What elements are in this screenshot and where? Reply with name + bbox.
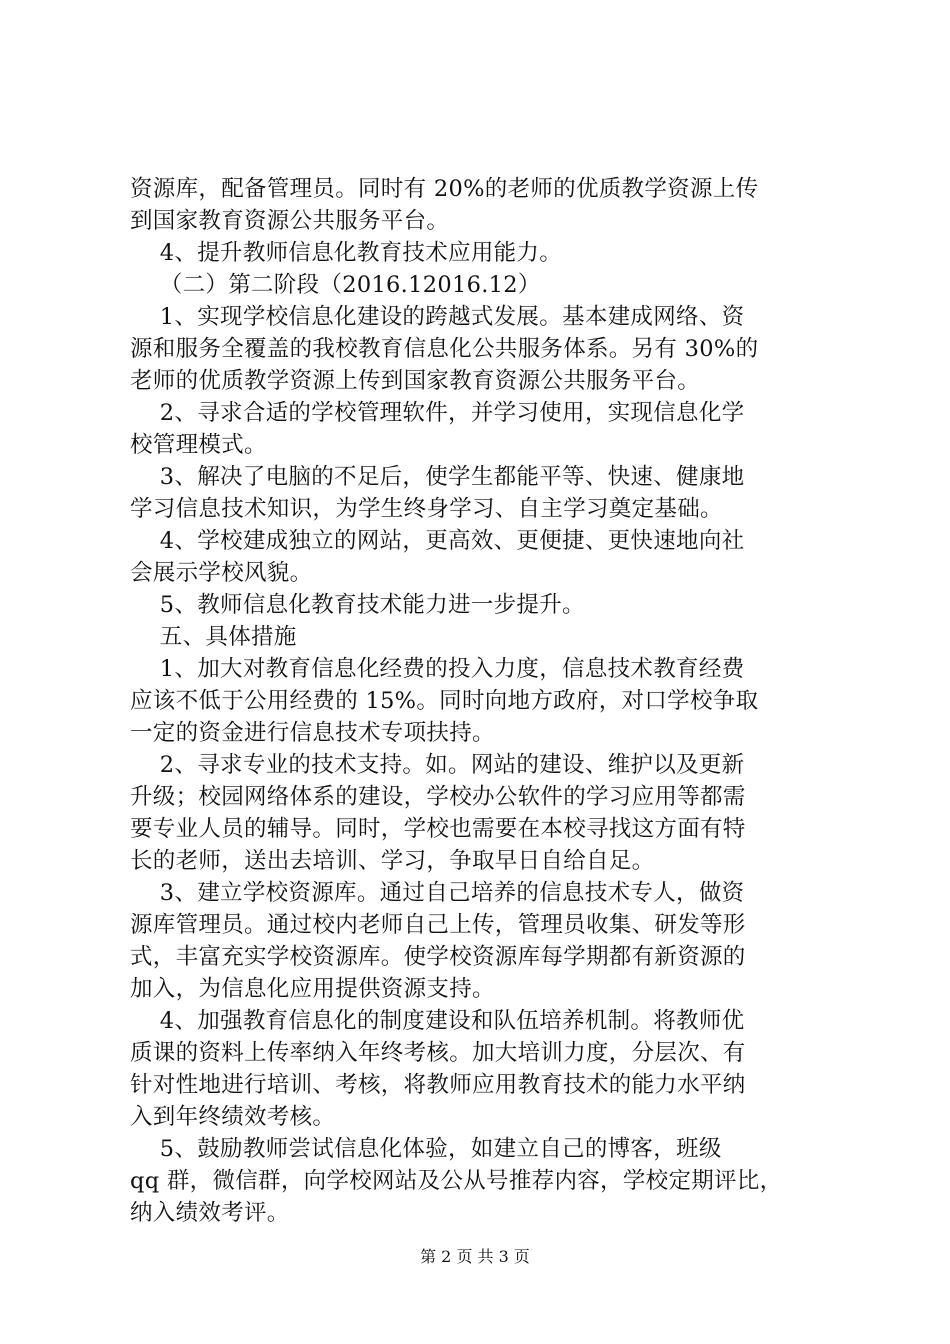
document-text-line: 源库管理员。通过校内老师自己上传，管理员收集、研发等形 <box>130 912 746 938</box>
document-text-line: （二）第二阶段（2016.12016.12） <box>130 272 541 298</box>
document-text-line: 4、提升教师信息化教育技术应用能力。 <box>130 240 563 266</box>
document-text-line: 针对性地进行培训、考核，将教师应用教育技术的能力水平纳 <box>130 1072 746 1098</box>
document-text-line: 2、寻求专业的技术支持。如。网站的建设、维护以及更新 <box>130 752 745 778</box>
document-text-line: 5、教师信息化教育技术能力进一步提升。 <box>130 592 585 618</box>
document-text-line: 1、实现学校信息化建设的跨越式发展。基本建成网络、资 <box>130 304 745 330</box>
document-text-line: 源和服务全覆盖的我校教育信息化公共服务体系。另有 30%的 <box>130 336 759 362</box>
document-text-line: 入到年终绩效考核。 <box>130 1104 336 1130</box>
document-text-line: 1、加大对教育信息化经费的投入力度，信息技术教育经费 <box>130 656 745 682</box>
document-text-line: 到国家教育资源公共服务平台。 <box>130 208 450 234</box>
document-text-line: 4、学校建成独立的网站，更高效、更便捷、更快速地向社 <box>130 528 745 554</box>
document-text-line: 老师的优质教学资源上传到国家教育资源公共服务平台。 <box>130 368 701 394</box>
document-text-line: 纳入绩效考评。 <box>130 1200 290 1226</box>
document-text-line: 一定的资金进行信息技术专项扶持。 <box>130 720 495 746</box>
document-text-line: 升级；校园网络体系的建设，学校办公软件的学习应用等都需 <box>130 784 746 810</box>
document-text-line: 质课的资料上传率纳入年终考核。加大培训力度，分层次、有 <box>130 1040 746 1066</box>
document-text-line: 要专业人员的辅导。同时，学校也需要在本校寻找这方面有特 <box>130 816 746 842</box>
document-text-line: 学习信息技术知识，为学生终身学习、自主学习奠定基础。 <box>130 496 723 522</box>
document-text-line: 3、解决了电脑的不足后，使学生都能平等、快速、健康地 <box>130 464 745 490</box>
document-text-line: 校管理模式。 <box>130 432 267 458</box>
document-text-line: 2、寻求合适的学校管理软件，并学习使用，实现信息化学 <box>130 400 745 426</box>
document-text-line: 五、具体措施 <box>130 624 297 650</box>
document-text-line: 会展示学校风貌。 <box>130 560 313 586</box>
document-text-line: qq 群，微信群，向学校网站及公从号推荐内容，学校定期评比， <box>130 1168 783 1194</box>
document-text-line: 长的老师，送出去培训、学习，争取早日自给自足。 <box>130 848 655 874</box>
document-text-line: 应该不低于公用经费的 15%。同时向地方政府，对口学校争取 <box>130 688 759 714</box>
page-footer: 第 2 页 共 3 页 <box>420 1247 530 1266</box>
document-text-line: 资源库，配备管理员。同时有 20%的老师的优质教学资源上传 <box>130 176 759 202</box>
document-text-line: 5、鼓励教师尝试信息化体验，如建立自己的博客，班级 <box>130 1136 722 1162</box>
document-text-line: 式，丰富充实学校资源库。使学校资源库每学期都有新资源的 <box>130 944 746 970</box>
document-text-line: 3、建立学校资源库。通过自己培养的信息技术专人，做资 <box>130 880 745 906</box>
document-text-line: 4、加强教育信息化的制度建设和队伍培养机制。将教师优 <box>130 1008 745 1034</box>
document-text-line: 加入，为信息化应用提供资源支持。 <box>130 976 495 1002</box>
